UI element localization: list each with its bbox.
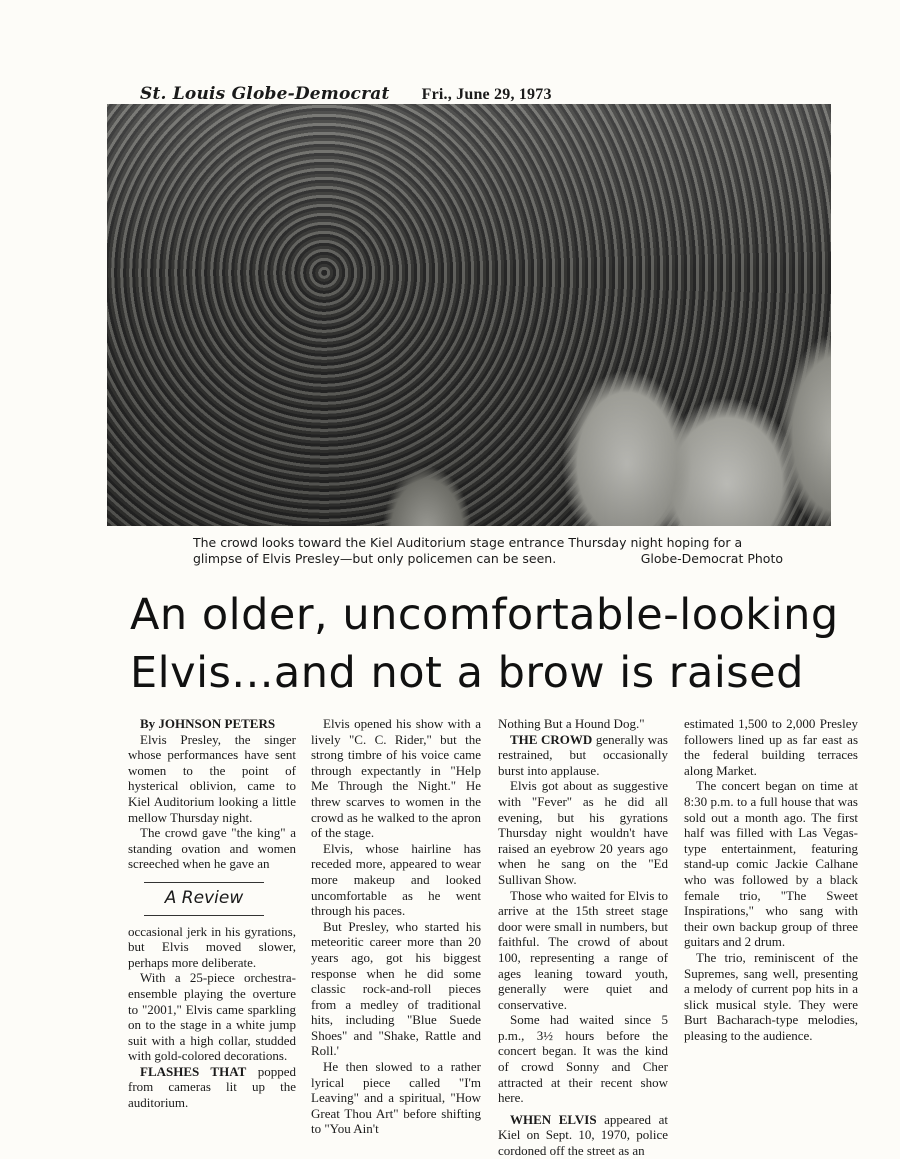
paragraph: With a 25-piece orchestra-ensemble playing the overture to "2001," Elvis came sparkling on to the stage in a white jump suit with a high collar, studded with gold-colored decorations. [128, 970, 296, 1064]
paragraph: estimated 1,500 to 2,000 Presley followers lined up as far east as the federal building terraces along Market. [684, 716, 858, 778]
article-column-2 [311, 716, 481, 1137]
issue-date: Fri., June 29, 1973 [421, 86, 552, 103]
paragraph-lead: WHEN ELVIS [510, 1111, 597, 1127]
article-column-1 [128, 716, 296, 1111]
paragraph: The crowd gave "the king" a standing ovation and women screeched when he gave an [128, 825, 296, 872]
article-column-3 [498, 716, 668, 1159]
paragraph [128, 1064, 296, 1111]
photo-caption [193, 535, 783, 567]
paragraph: Some had waited since 5 p.m., 3½ hours before the concert began. It was the kind of crowd Sonny and Cher attracted at their recent show here. [498, 1012, 668, 1106]
paragraph-lead: THE CROWD [510, 731, 593, 747]
paragraph: He then slowed to a rather lyrical piece called "I'm Leaving" and a spiritual, "How Great Thou Art" before shifting to "You Ain't [311, 1059, 481, 1137]
paragraph: The trio, reminiscent of the Supremes, sang well, presenting a melody of current pop hits in a slick musical style. They were Burt Bacharach-type melodies, pleasing to the audience. [684, 949, 858, 1043]
paragraph [498, 732, 668, 779]
paragraph: Nothing But a Hound Dog." [498, 716, 645, 731]
newspaper-name: St. Louis Globe-Democrat [140, 84, 390, 104]
paragraph: Those who waited for Elvis to arrive at the 15th street stage door were small in numbers, but faithful. The crowd of about 100, representing a range of ages leaning toward youth, generally were quiet and conservative. [498, 887, 668, 1012]
article-column-4 [684, 716, 858, 1043]
review-label: A Review [144, 882, 264, 916]
paragraph: Elvis, whose hairline has receded more, appeared to wear more makeup and looked uncomfortable as he went through his paces. [311, 840, 481, 919]
paragraph: Elvis opened his show with a lively "C. C. Rider," but the strong timbre of his voice came through expectantly in "Help Me Through the Night." He threw scarves to women in the crowd as he walked to the apron of the stage. [311, 716, 481, 841]
paragraph-rest: appeared at Kiel on Sept. 10, 1970, police cordoned off the street as an [498, 1111, 669, 1159]
paragraph: The concert began on time at 8:30 p.m. to a full house that was sold out a month ago. The first half was filled with Las Vegas-type entertainment, featuring stand-up comic Jackie Calhane who was followed by a black female trio, "The Sweet Inspirations," who sang with their own backup group of three guitars and 2 drum. [684, 778, 858, 950]
paragraph-lead: FLASHES THAT [140, 1063, 247, 1079]
byline: By JOHNSON PETERS [140, 716, 276, 731]
caption-text: The crowd looks toward the Kiel Auditorium stage entrance Thursday night hoping for a glimpse of Elvis Presley—but only policemen can be seen. [193, 535, 743, 566]
headline-line-1: An older, uncomfortable-looking [130, 590, 839, 640]
crowd-photo [107, 104, 831, 526]
paragraph-rest: popped from cameras lit up the auditorium. [128, 1063, 296, 1111]
masthead [140, 84, 552, 104]
paragraph [498, 1112, 668, 1159]
paragraph: Elvis got about as suggestive with "Fever" as he did all evening, but his gyrations Thursday night wouldn't have raised an eyebrow 20 years ago when he sang on the "Ed Sullivan Show. [498, 778, 668, 887]
paragraph-rest: generally was restrained, but occasionally burst into applause. [498, 731, 668, 778]
photo-credit: Globe-Democrat Photo [640, 551, 783, 566]
headline-line-2: Elvis...and not a brow is raised [130, 648, 804, 698]
paragraph: occasional jerk in his gyrations, but Elvis moved slower, perhaps more deliberate. [128, 923, 296, 970]
headline [130, 586, 850, 702]
paragraph: But Presley, who started his meteoritic career more than 20 years ago, got his biggest response when he did some classic rock-and-roll pieces from a medley of traditional hits, including "Blue Suede Shoes" and "Shake, Rattle and Roll.' [311, 918, 481, 1059]
paragraph: Elvis Presley, the singer whose performances have sent women to the point of hysterical oblivion, came to Kiel Auditorium looking a little mellow Thursday night. [128, 731, 296, 825]
